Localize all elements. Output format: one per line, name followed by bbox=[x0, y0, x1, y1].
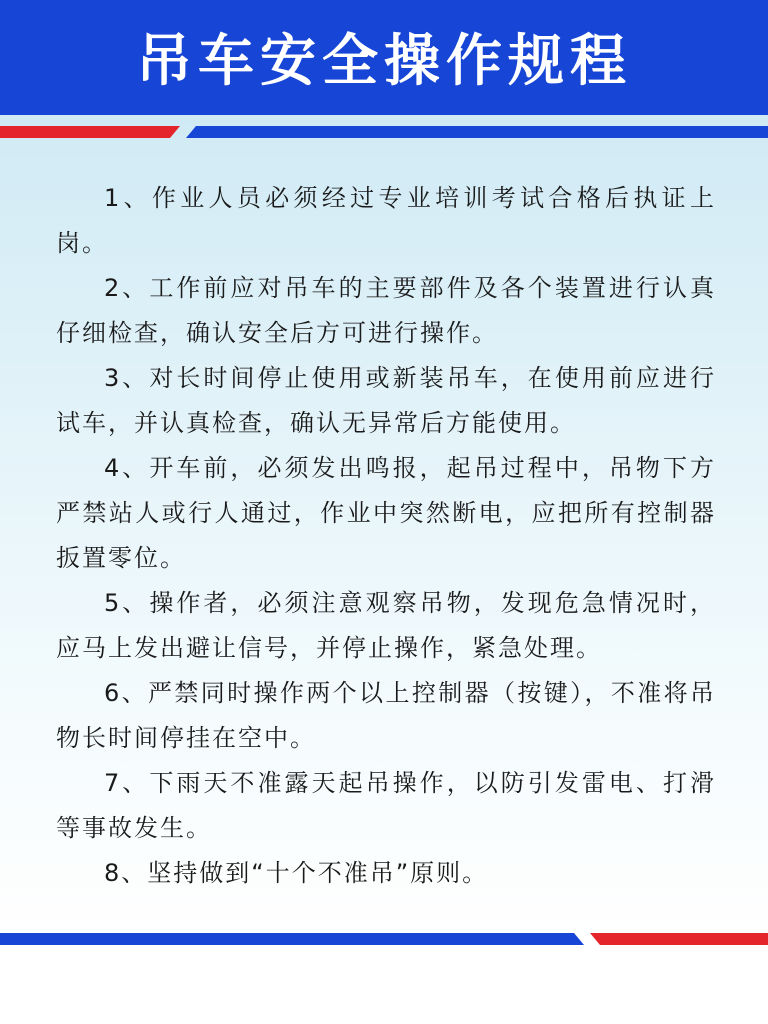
rule-item-8: 8、坚持做到“十个不准吊”原则。 bbox=[104, 859, 489, 887]
rule-item-5: 5、操作者，必须注意观察吊物，发现危急情况时，应马上发出避让信号，并停止操作，紧急处理。 bbox=[56, 589, 716, 662]
rule-item-1: 1、作业人员必须经过专业培训考试合格后执证上岗。 bbox=[56, 184, 716, 257]
bottom-red-stripe bbox=[590, 933, 768, 945]
rule-item-6: 6、严禁同时操作两个以上控制器（按键），不准将吊物长时间停挂在空中。 bbox=[56, 679, 716, 752]
top-blue-stripe bbox=[186, 126, 768, 138]
title-bar bbox=[0, 0, 768, 115]
top-red-stripe bbox=[0, 126, 180, 138]
rule-item-2: 2、工作前应对吊车的主要部件及各个装置进行认真仔细检查，确认安全后方可进行操作。 bbox=[56, 274, 716, 347]
rules-list bbox=[56, 176, 716, 896]
bottom-blue-stripe bbox=[0, 933, 584, 945]
rule-item-3: 3、对长时间停止使用或新装吊车，在使用前应进行试车，并认真检查，确认无异常后方能使用。 bbox=[56, 364, 716, 437]
top-decorative-stripe bbox=[0, 124, 768, 140]
bottom-decorative-stripe bbox=[0, 931, 768, 947]
rule-item-7: 7、下雨天不准露天起吊操作，以防引发雷电、打滑等事故发生。 bbox=[56, 769, 716, 842]
page-title: 吊车安全操作规程 bbox=[136, 29, 632, 94]
rule-item-4: 4、开车前，必须发出鸣报，起吊过程中，吊物下方严禁站人或行人通过，作业中突然断电，应把所有控制器扳置零位。 bbox=[56, 454, 716, 572]
